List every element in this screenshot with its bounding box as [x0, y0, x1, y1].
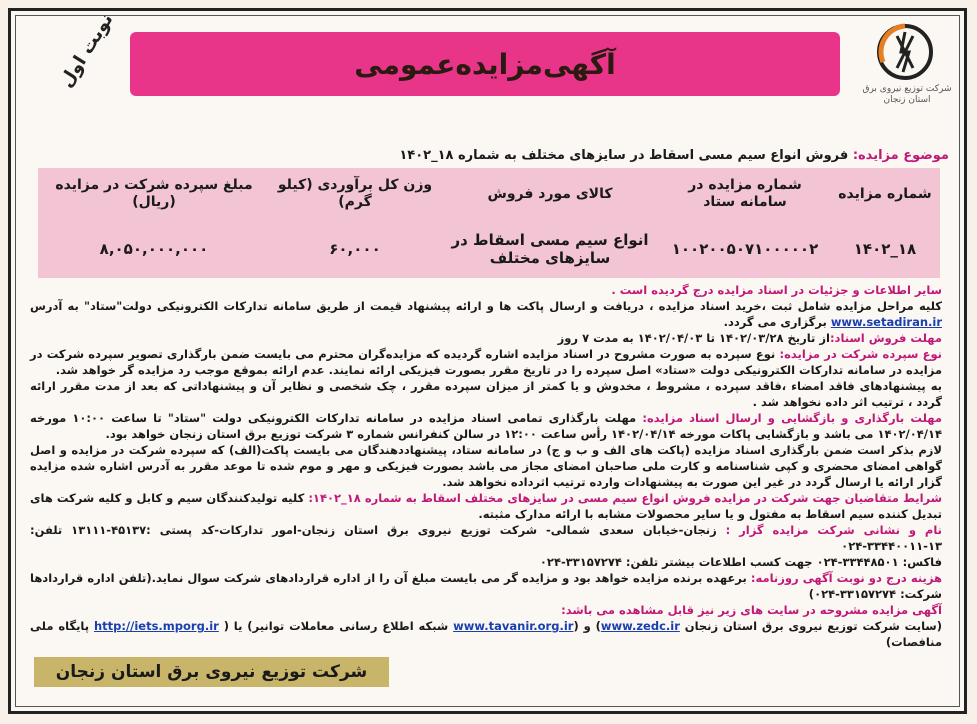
setad-link[interactable]: www.setadiran.ir — [830, 315, 942, 329]
ad-cost-text: برعهده برنده مزایده خواهد بود و مزایده گر می بایست مبلغ آن را از اداره قراردادهای شرکت سوال نماید.(تلفن اداره قراردادها شرکت: ۳۳۱۵۷۲۷۴-۰۲۴) — [30, 571, 942, 601]
header-item: کالای مورد فروش — [487, 185, 613, 202]
sale-deadline-heading: مهلت فروش اسناد: — [829, 331, 942, 345]
auction-table — [38, 168, 940, 278]
header-weight: وزن کل برآوردی (کیلو گرم) — [277, 177, 433, 210]
subject-label: موضوع مزایده: — [852, 148, 949, 163]
subject-text: فروش انواع سیم مسی اسقاط در سایزهای مختلف به شماره ۱۸_۱۴۰۲ — [399, 148, 853, 163]
address-heading: نام و نشانی شرکت مزایده گزار : — [725, 523, 942, 537]
ad-body — [30, 282, 942, 650]
header-setad-number: شماره مزایده در سامانه ستاد — [688, 177, 802, 210]
header-deposit: مبلغ سپرده شرکت در مزایده (ریال) — [55, 177, 253, 210]
deposit-type-text: نوع سپرده به صورت مشروح در اسناد مزایده اشاره گردیده که مزایده‌گران محترم می بایست ضمن بارگذاری تصویر سپرده شرکت در مزایده در سامانه تدارکات الکترونیکی دولت «ستاد» اصل سپرده را در تاریخ مقرر بصورت فیزیکی ارائه نمایند. عدم ارائه بموقع موجب رد مزایده گر خواهد شد. — [30, 347, 942, 377]
eligibility-heading: شرایط متقاضیان جهت شرکت در مزایده فروش انواع سیم مسی در سایزهای مختلف اسقاط به شماره ۱۸_۱۴۰۲: — [308, 491, 942, 505]
eligibility-text: کلیه تولیدکنندگان سیم و کابل و کلیه شرکت های تبدیل کننده سیم اسقاط به مفتول و یا سایر محصولات مشابه با ارائه مدارک مثبته. — [30, 491, 942, 521]
company-logo-icon — [875, 22, 935, 82]
cell-setad-number: ۱۰۰۲۰۰۵۰۷۱۰۰۰۰۰۲ — [671, 240, 819, 258]
websites-text-c: شبکه اطلاع رسانی معاملات توانیر) یا ( — [223, 619, 449, 633]
footer-company-name: شرکت توزیع نیروی برق استان زنجان — [55, 662, 368, 682]
procedure-text: کلیه مراحل مزایده شامل ثبت ،خرید اسناد مزایده ، دریافت و ارسال پاکت ها و ارائه پیشنهاد قیمت از طریق سامانه تدارکات الکترونیکی دولت"ستاد" به آدرس — [30, 299, 942, 313]
title-banner — [130, 32, 840, 96]
cell-deposit: ۸,۰۵۰,۰۰۰,۰۰۰ — [99, 240, 209, 258]
deposit-type-heading: نوع سپرده شرکت در مزایده: — [779, 347, 942, 361]
websites-paragraph — [30, 618, 942, 650]
ad-cost-heading: هزینه درج دو نوبت آگهی روزنامه: — [750, 571, 942, 585]
table-header-row — [38, 168, 940, 220]
zedc-link[interactable]: www.zedc.ir — [600, 619, 680, 633]
table-row — [38, 220, 940, 278]
iets-link[interactable]: http://iets.mporg.ir — [93, 619, 219, 633]
upload-deadline-heading: مهلت بارگذاری و بازگشایی و ارسال اسناد مزایده: — [642, 411, 942, 425]
tavanir-link[interactable]: www.tavanir.org.ir — [453, 619, 574, 633]
other-info-heading: سایر اطلاعات و جزئیات در اسناد مزایده درج گردیده است . — [611, 283, 942, 297]
header-auction-number: شماره مزایده — [838, 185, 932, 202]
address-text: زنجان-خیابان سعدی شمالی- شرکت توزیع نیروی برق استان زنجان-امور تدارکات-کد پستی :۴۵۱۳۷-۱۳۱۱۱ تلفن: ۱۳-۳۳۴۴۰۰۱۱-۰۲۴ — [30, 523, 942, 553]
sale-deadline-text: از تاریخ ۱۴۰۲/۰۳/۲۸ تا ۱۴۰۲/۰۴/۰۳ به مدت ۷ روز — [557, 331, 830, 345]
rejection-paragraph: به پیشنهادهای فاقد امضاء ،فاقد سپرده ، مشروط ، مخدوش و یا کمتر از میزان سپرده مقرر ، چک شخصی و نظایر آن و پیشنهاداتی که بعد از مدت مقرر ارائه گردد ، ترتیب اثر داده نخواهد شد . — [30, 379, 942, 409]
websites-text-a: (سایت شرکت توزیع نیروی برق استان زنجان — [684, 619, 943, 633]
procedure-paragraph — [30, 298, 942, 330]
fax-line: فاکس: ۳۳۴۴۸۵۰۱-۰۲۴ جهت کسب اطلاعات بیشتر تلفن: ۳۳۱۵۷۲۷۴-۰۲۴ — [539, 555, 942, 569]
websites-text-d: پایگاه ملی منافصات) — [30, 619, 942, 649]
logo-caption: شرکت توزیع نیروی برق استان زنجان — [862, 84, 952, 105]
envelope-paragraph: لازم بذکر است ضمن بارگذاری اسناد مزایده (پاکت های الف و ب و ج) در سامانه ستاد، پیشنهاددهندگان می بایست پاکت(الف) که سپرده شرکت در مزایده و اصل گواهی امضای محضری و کپی شناسنامه و کارت ملی صاحبان امضای مجاز می باشد بصورت فیزیکی و مهر و موم شده تا موعد مقرر به آدرس اشاره شده مزایده گزار ارائه یا ارسال گردد در غیر این صورت به پیشنهادات وارده ترتیب اثرداده نخواهد شد. — [30, 443, 942, 489]
ad-title: آگهی‌مزایده‌عمومی — [354, 47, 616, 81]
upload-deadline-text: مهلت بارگذاری تمامی اسناد مزایده در سامانه تدارکات الکترونیکی دولت "ستاد" تا ساعت ۱۰:۰۰ مورخه ۱۴۰۲/۰۴/۱۴ می باشد و بازگشایی پاکات مورخه ۱۴۰۲/۰۴/۱۴ رأس ساعت ۱۲:۰۰ در سالن کنفرانس شماره ۳ شرکت توزیع برق استان زنجان خواهد بود. — [30, 411, 942, 441]
procedure-tail: برگزاری می گردد. — [723, 315, 827, 329]
websites-text-b: ) و ( — [573, 619, 601, 633]
subject-line — [399, 148, 949, 163]
websites-heading: آگهی مزایده مشروحه در سایت های زیر نیز قابل مشاهده می باشد: — [561, 603, 942, 617]
cell-auction-number: ۱۸_۱۴۰۲ — [853, 240, 917, 258]
cell-item: انواع سیم مسی اسقاط در سایزهای مختلف — [451, 231, 649, 267]
round-label: نوبت اول — [55, 9, 118, 92]
footer-bar — [34, 657, 389, 687]
cell-weight: ۶۰,۰۰۰ — [329, 240, 381, 258]
